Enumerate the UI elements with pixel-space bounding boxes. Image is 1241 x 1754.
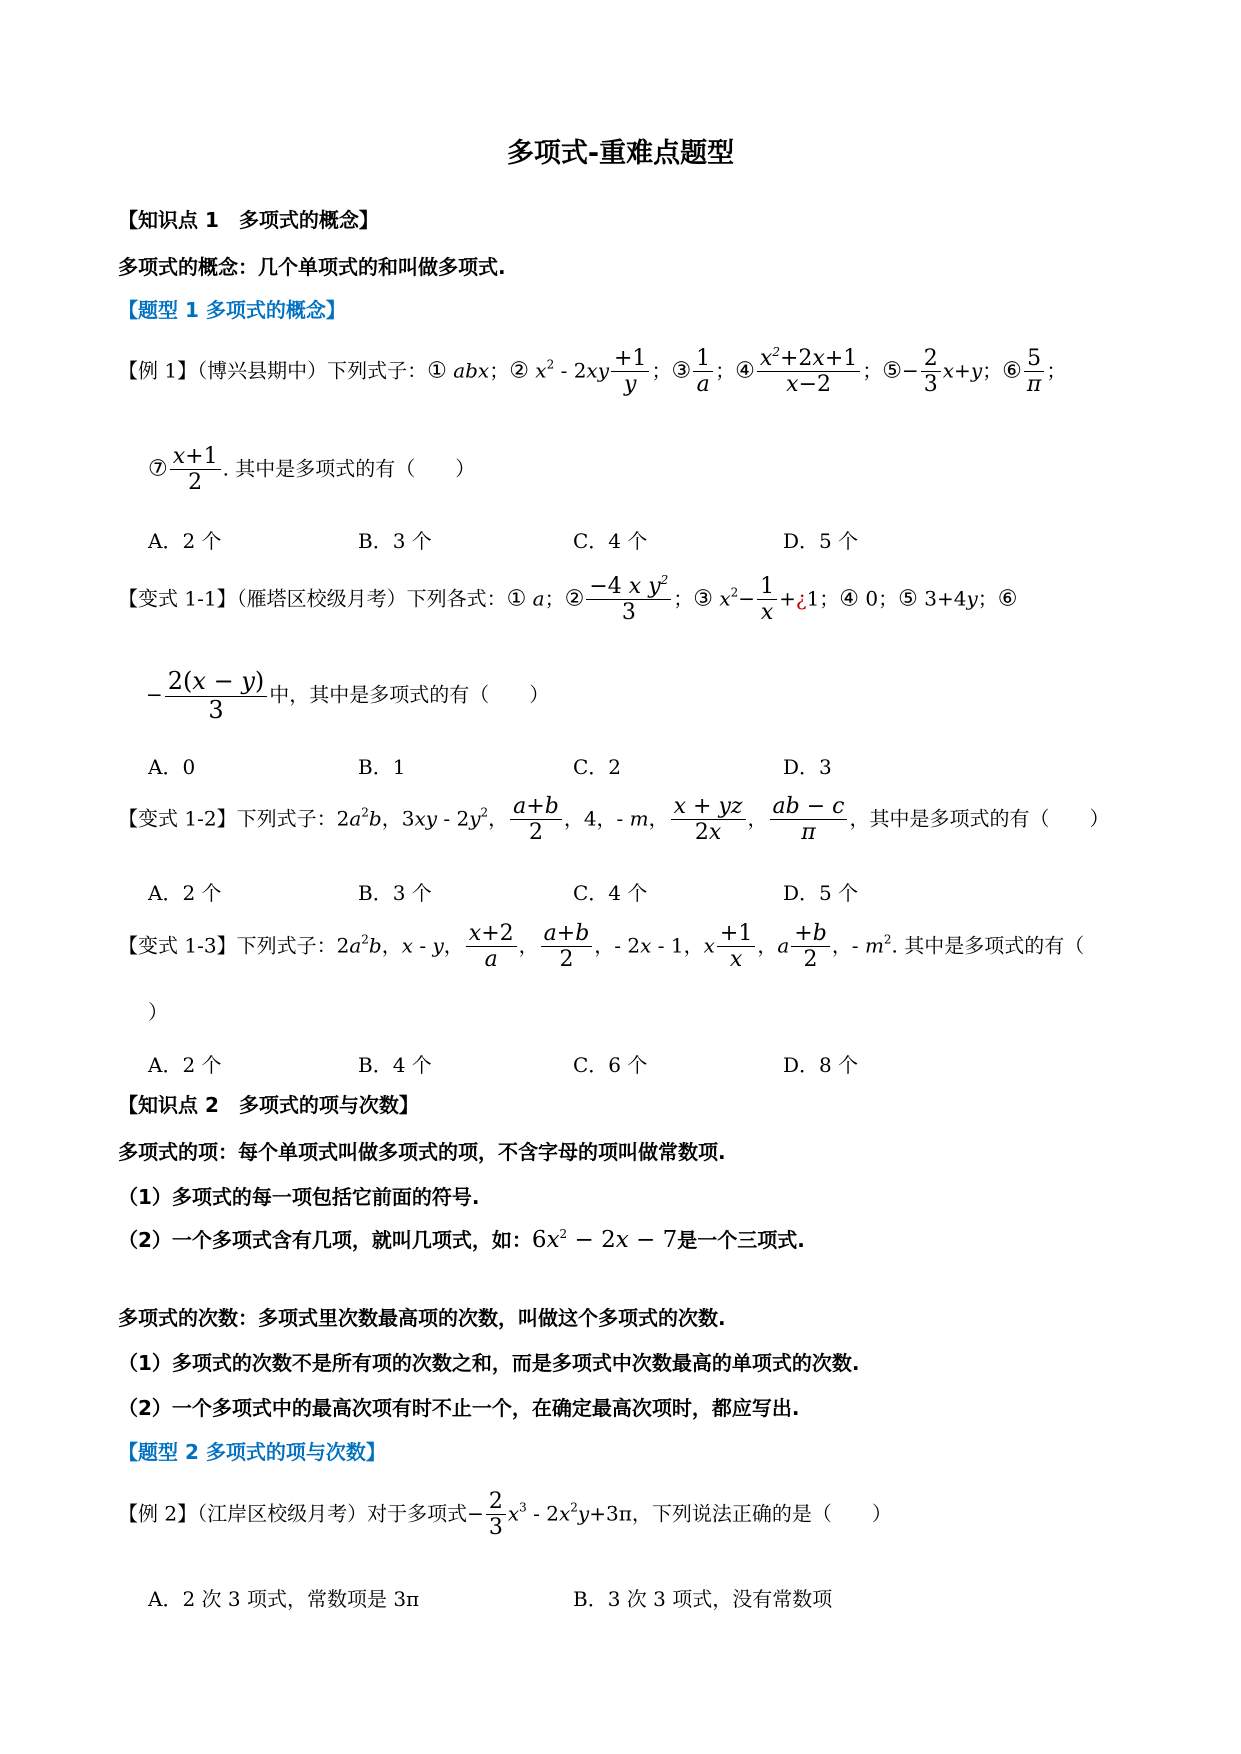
example-1-line-2: ⑦ $\frac{x+1}{2}$ . 其中是多项式的有（ ） <box>148 444 476 496</box>
variant-1-3-option-c[interactable]: C．6 个 <box>573 1053 648 1077</box>
knowledge-point-2-heading: 【知识点 2 多项式的项与次数】 <box>118 1093 419 1117</box>
variant-1-1-label: 【变式 1-1】 <box>118 586 237 611</box>
variant-1-2-line: 【变式 1-2】下列式子：$2a^2b$，$3xy - 2y^2$， $\frac{a+b}{2}$ ，4，- m， $\frac{x + yz}{2x}$ ， $\frac{ab - c}{\pi}$ ，其中是多项式的有（ ） <box>118 794 1110 846</box>
example-1-option-d[interactable]: D．5 个 <box>783 529 859 553</box>
variant-1-3-intro: 下列式子： <box>236 933 337 958</box>
variant-1-2-option-c[interactable]: C．4 个 <box>573 881 648 905</box>
variant-1-2-label: 【变式 1-2】 <box>118 806 237 831</box>
variant-1-1-option-b[interactable]: B．1 <box>358 755 406 779</box>
question-type-1-heading: 【题型 1 多项式的概念】 <box>118 298 346 322</box>
variant-1-1-tail: 中，其中是多项式的有（ ） <box>269 682 550 707</box>
example-1-source: （博兴县期中）下列式子： <box>197 358 428 383</box>
example-2-label: 【例 2】 <box>118 1501 198 1526</box>
variant-1-2-intro: 下列式子： <box>236 806 337 831</box>
term-note-1: （1）多项式的每一项包括它前面的符号. <box>118 1185 480 1209</box>
variant-1-3-option-a[interactable]: A．2 个 <box>148 1053 222 1077</box>
degree-note-1: （1）多项式的次数不是所有项的次数之和，而是多项式中次数最高的单项式的次数. <box>118 1351 860 1375</box>
example-2-option-a[interactable]: A．2 次 3 项式，常数项是 3π <box>148 1587 420 1611</box>
variant-1-3-line-1: 【变式 1-3】下列式子：$2a^2b$，x - y， $\frac{x+2}{a}$ ， $\frac{a+b}{2}$ ，- 2x - 1，x $\frac{+1}{x}$ ，a $\frac{+b}{2}$ ，- $m^2$. 其中是多项式的有（ <box>118 921 1085 973</box>
knowledge-point-1-definition: 多项式的概念：几个单项式的和叫做多项式. <box>118 255 506 279</box>
variant-1-1-option-d[interactable]: D．3 <box>783 755 832 779</box>
example-1-line-1: 【例 1】（博兴县期中）下列式子：① abx；② $x^2 - 2xy$ $\frac{+1}{y}$ ；③ $\frac{1}{a}$ ；④ $\frac{x^2+2x+1}{x-2}$ ；⑤− $\frac{2}{3}$ x+y；⑥ $\frac{5}{\pi}$ ； <box>118 345 1067 398</box>
variant-1-1-line-2: − $\frac{2(x - y)}{3}$ 中，其中是多项式的有（ ） <box>146 667 550 724</box>
term-note-2-post: 是一个三项式. <box>677 1228 805 1252</box>
variant-1-3-tail: . 其中是多项式的有（ <box>891 933 1085 958</box>
example-1-tail: . 其中是多项式的有（ ） <box>222 456 476 481</box>
term-definition: 多项式的项：每个单项式叫做多项式的项，不含字母的项叫做常数项. <box>118 1140 726 1164</box>
term-note-2-pre: （2）一个多项式含有几项，就叫几项式，如： <box>118 1228 532 1252</box>
variant-1-1-source: （雁塔区校级月考）下列各式： <box>236 586 507 611</box>
variant-1-2-option-a[interactable]: A．2 个 <box>148 881 222 905</box>
question-type-2-heading: 【题型 2 多项式的项与次数】 <box>118 1440 386 1464</box>
page-title: 多项式-重难点题型 <box>506 138 735 169</box>
variant-1-1-option-c[interactable]: C．2 <box>573 755 622 779</box>
example-2-tail: ，下列说法正确的是（ ） <box>631 1501 892 1526</box>
example-1-option-a[interactable]: A．2 个 <box>148 529 222 553</box>
knowledge-point-1-heading: 【知识点 1 多项式的概念】 <box>118 208 379 232</box>
variant-1-3-option-d[interactable]: D．8 个 <box>783 1053 859 1077</box>
variant-1-2-tail: ，其中是多项式的有（ ） <box>849 806 1110 831</box>
example-1-label: 【例 1】 <box>118 358 198 383</box>
variant-1-2-option-b[interactable]: B．3 个 <box>358 881 432 905</box>
variant-1-1-option-a[interactable]: A．0 <box>148 755 196 779</box>
variant-1-1-line-1: 【变式 1-1】（雁塔区校级月考）下列各式：① a；② $\frac{-4 x y^2}{3}$ ；③ $x^2-$ $\frac{1}{x}$ +¿1；④ 0；⑤ 3+4y；⑥ <box>118 573 1018 626</box>
example-1-option-c[interactable]: C．4 个 <box>573 529 648 553</box>
variant-1-3-option-b[interactable]: B．4 个 <box>358 1053 432 1077</box>
example-2-option-b[interactable]: B．3 次 3 项式，没有常数项 <box>573 1587 833 1611</box>
example-1-option-b[interactable]: B．3 个 <box>358 529 432 553</box>
degree-definition: 多项式的次数：多项式里次数最高项的次数，叫做这个多项式的次数. <box>118 1306 726 1330</box>
degree-note-2: （2）一个多项式中的最高次项有时不止一个，在确定最高次项时，都应写出. <box>118 1396 800 1420</box>
example-2-source: （江岸区校级月考）对于多项式 <box>197 1501 468 1526</box>
variant-1-3-label: 【变式 1-3】 <box>118 933 237 958</box>
term-note-2-formula: $6x^2 - 2x - 7$ <box>531 1227 678 1253</box>
variant-1-2-option-d[interactable]: D．5 个 <box>783 881 859 905</box>
term-note-2 <box>118 1227 805 1255</box>
variant-1-3-close: ） <box>148 1000 168 1024</box>
example-2-line: 【例 2】（江岸区校级月考）对于多项式− $\frac{2}{3}$ $x^3 - 2x^2y+3\pi$，下列说法正确的是（ ） <box>118 1489 892 1541</box>
